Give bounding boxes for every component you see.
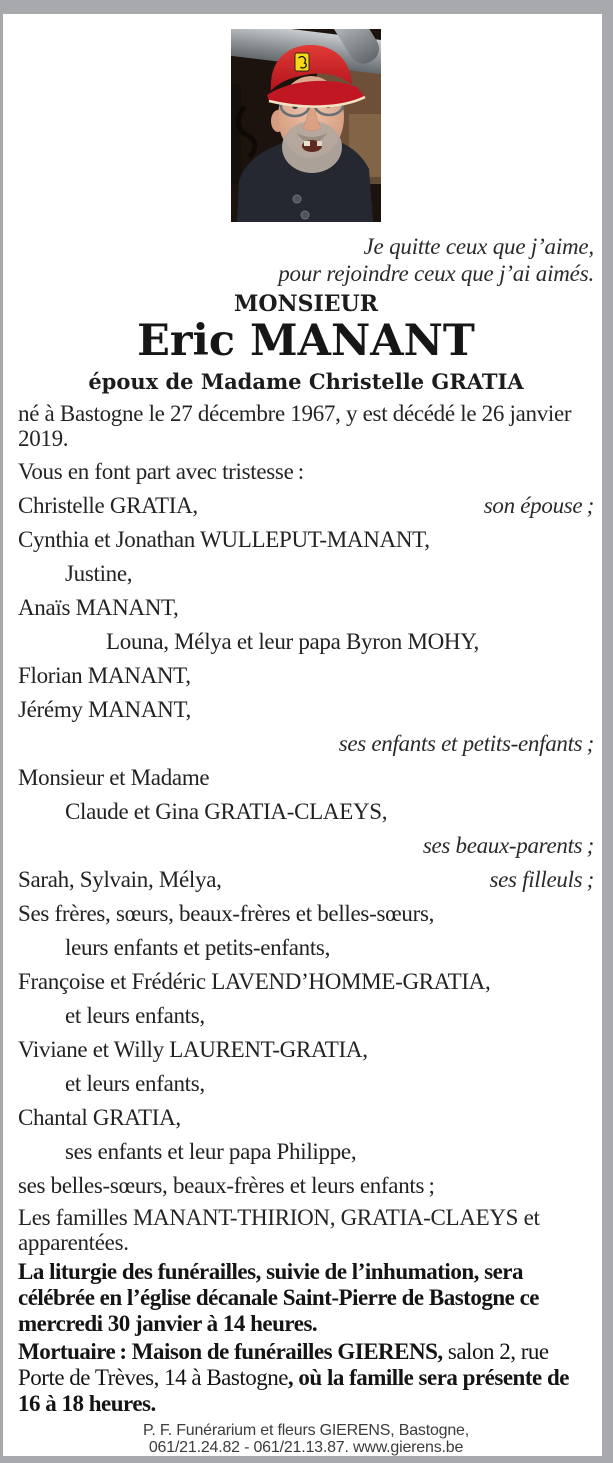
family-row	[18, 897, 594, 931]
family-member-names: Chantal GRATIA,	[18, 1105, 181, 1130]
portrait-photo-illustration	[231, 29, 381, 222]
family-member-names: Christelle GRATIA,	[18, 493, 198, 518]
relationship-label: son épouse ;	[483, 493, 594, 518]
family-row	[18, 931, 594, 965]
deceased-name: Eric MANANT	[137, 316, 475, 366]
families-line: Les familles MANANT-THIRION, GRATIA-CLAEYS et apparentées.	[18, 1205, 540, 1255]
quote-line-2: pour rejoindre ceux que j’ai aimés.	[278, 261, 594, 286]
family-row	[18, 659, 594, 693]
quote-line-1: Je quitte ceux que j’aime,	[363, 234, 594, 259]
family-member-names: Justine,	[65, 561, 133, 586]
announcement-line: Vous en font part avec tristesse :	[18, 459, 304, 484]
family-row	[18, 1101, 594, 1135]
family-member-names: Cynthia et Jonathan WULLEPUT-MANANT,	[18, 527, 430, 552]
mortuary-details	[18, 1339, 594, 1417]
birth-death-line: né à Bastogne le 27 décembre 1967, y est décédé le 26 janvier 2019.	[18, 401, 572, 451]
family-member-names: Ses frères, sœurs, beaux-frères et belles-sœurs,	[18, 901, 435, 926]
relationship-label: ses filleuls ;	[489, 867, 594, 892]
family-row	[18, 829, 594, 863]
family-row	[18, 1033, 594, 1067]
family-row	[18, 1067, 594, 1101]
family-row	[18, 863, 594, 897]
family-row	[18, 727, 594, 761]
family-row	[18, 523, 594, 557]
family-row	[18, 965, 594, 999]
portrait-photo	[231, 29, 381, 222]
footer-line-2: 061/21.24.82 - 061/21.13.87. www.gierens.be	[148, 1439, 464, 1456]
family-member-names: ses enfants et leur papa Philippe,	[65, 1139, 357, 1164]
family-row	[18, 761, 594, 795]
family-row	[18, 693, 594, 727]
family-member-names: ses belles-sœurs, beaux-frères et leurs enfants ;	[18, 1173, 435, 1198]
family-member-names: Sarah, Sylvain, Mélya,	[18, 867, 222, 892]
family-member-names: Monsieur et Madame	[18, 765, 210, 790]
family-member-names: Claude et Gina GRATIA-CLAEYS,	[65, 799, 388, 824]
family-list	[18, 489, 594, 1203]
civility-title: MONSIEUR	[233, 291, 379, 317]
relationship-label: ses enfants et petits-enfants ;	[338, 731, 594, 756]
family-member-names: Anaïs MANANT,	[18, 595, 179, 620]
family-row	[18, 591, 594, 625]
family-row	[18, 1169, 594, 1203]
family-member-names: Françoise et Frédéric LAVEND’HOMME-GRATIA,	[18, 969, 491, 994]
family-member-names: Jérémy MANANT,	[18, 697, 191, 722]
mortuary-bold-text: , où la famille sera présente de 16 à 18 heures.	[18, 1365, 569, 1416]
family-member-names: Florian MANANT,	[18, 663, 191, 688]
footer-line-1: P. F. Funérarium et fleurs GIERENS, Bastogne,	[143, 1422, 469, 1439]
family-member-names: Louna, Mélya et leur papa Byron MOHY,	[106, 629, 480, 654]
family-row	[18, 795, 594, 829]
family-row	[18, 999, 594, 1033]
spouse-line: époux de Madame Christelle GRATIA	[88, 369, 524, 394]
funeral-liturgy-details: La liturgie des funérailles, suivie de l’inhumation, sera célébrée en l’église décanale Saint-Pierre de Bastogne ce mercredi 30 janvier à 14 heures.	[18, 1259, 539, 1336]
family-member-names: et leurs enfants,	[65, 1003, 205, 1028]
obituary-card	[3, 14, 602, 1456]
farewell-quote	[18, 233, 594, 287]
mortuary-regular-text: salon 2, rue Porte de Trèves, 14 à Bastogne	[18, 1339, 549, 1390]
family-row	[18, 489, 594, 523]
family-member-names: leurs enfants et petits-enfants,	[65, 935, 331, 960]
family-row	[18, 557, 594, 591]
funeral-home-footer	[18, 1422, 594, 1456]
family-member-names: et leurs enfants,	[65, 1071, 205, 1096]
family-row	[18, 1135, 594, 1169]
family-row	[18, 625, 594, 659]
family-member-names: Viviane et Willy LAURENT-GRATIA,	[18, 1037, 368, 1062]
relationship-label: ses beaux-parents ;	[422, 833, 594, 858]
mortuary-bold-text: Mortuaire : Maison de funérailles GIERENS,	[18, 1339, 443, 1364]
